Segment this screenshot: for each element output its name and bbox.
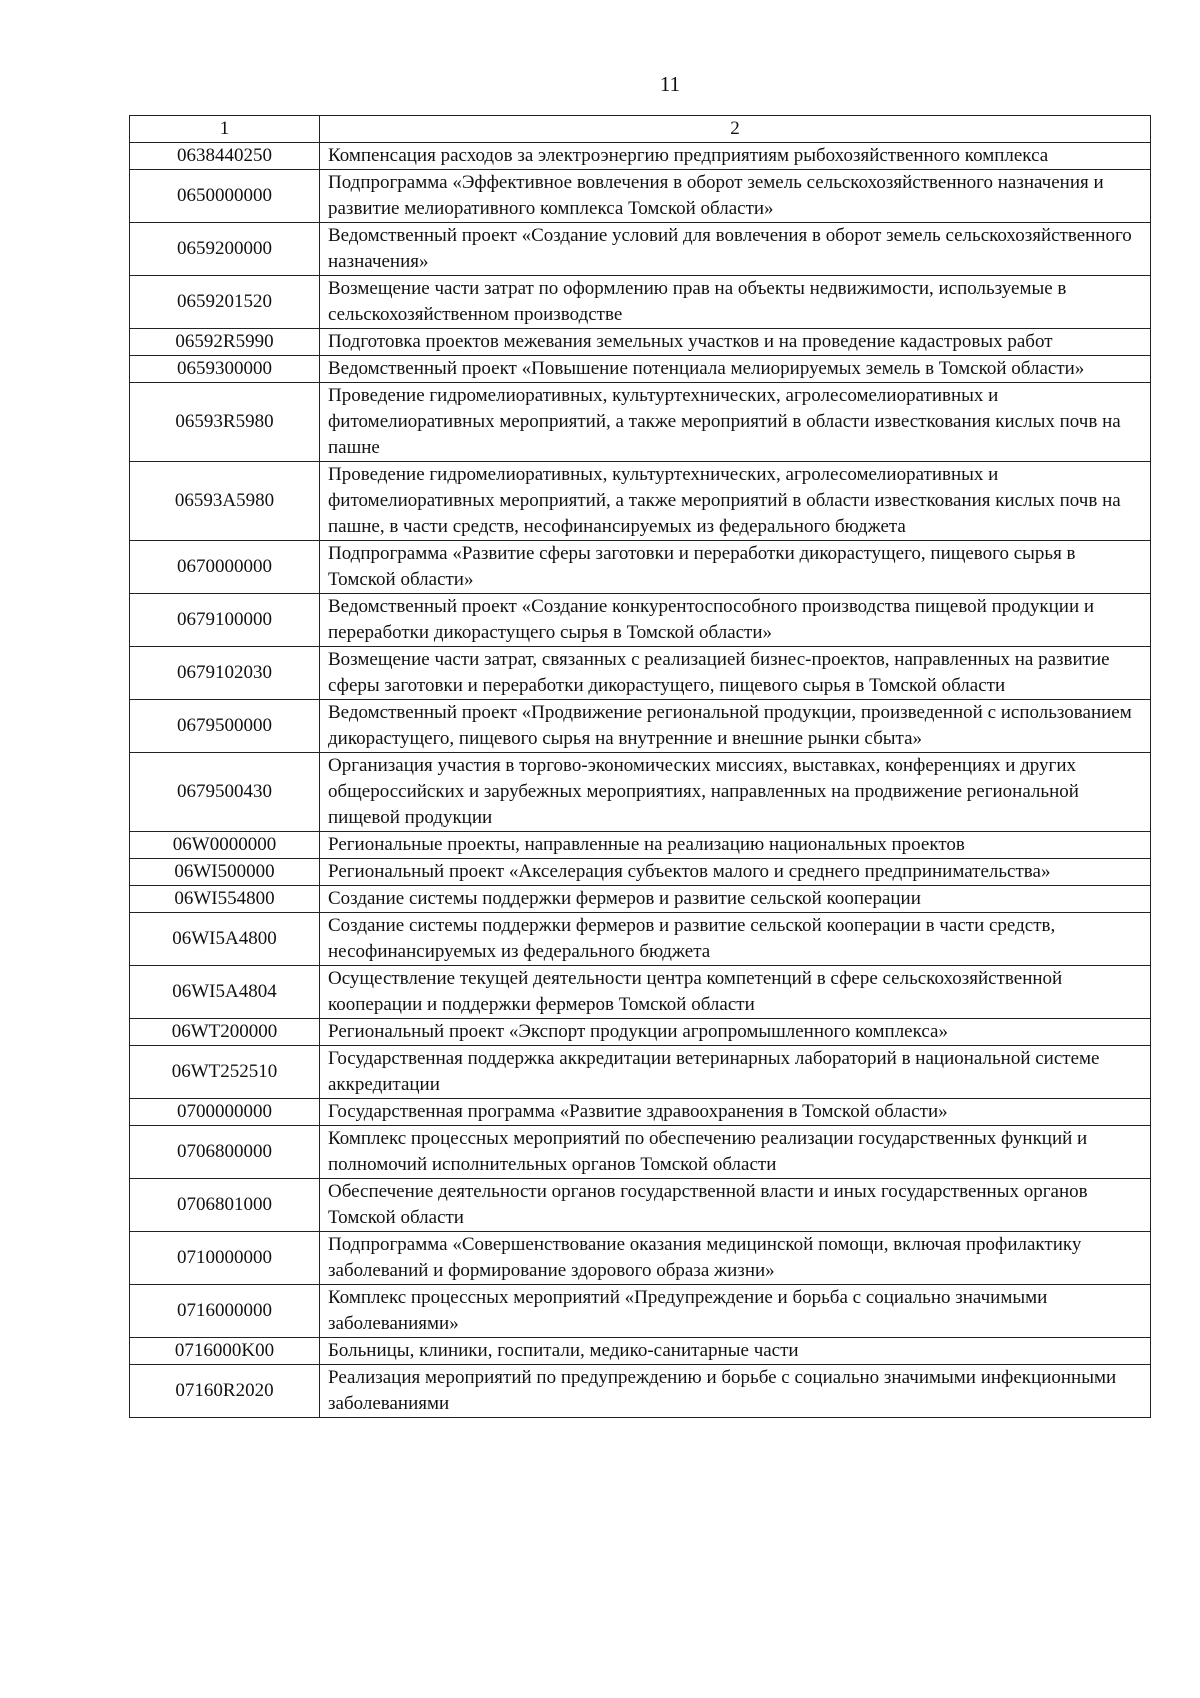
row-name: Подготовка проектов межевания земельных участков и на проведение кадастровых работ — [320, 329, 1151, 356]
row-code: 06WI500000 — [130, 859, 320, 886]
row-code: 0716000000 — [130, 1285, 320, 1338]
table-row — [130, 700, 1151, 753]
table-row — [130, 859, 1151, 886]
row-name: Создание системы поддержки фермеров и развитие сельской кооперации — [320, 886, 1151, 913]
row-name: Больницы, клиники, госпитали, медико-санитарные части — [320, 1338, 1151, 1365]
row-code: 0679100000 — [130, 594, 320, 647]
table-row — [130, 356, 1151, 383]
table-row — [130, 329, 1151, 356]
table-row — [130, 647, 1151, 700]
row-code: 0659300000 — [130, 356, 320, 383]
row-name: Возмещение части затрат по оформлению прав на объекты недвижимости, используемые в сельскохозяйственном производстве — [320, 276, 1151, 329]
row-name: Организация участия в торгово-экономических миссиях, выставках, конференциях и других общероссийских и зарубежных мероприятиях, направленных на продвижение региональной пищевой продукции — [320, 753, 1151, 832]
row-code: 06WI554800 — [130, 886, 320, 913]
table-row — [130, 832, 1151, 859]
row-code: 0638440250 — [130, 143, 320, 170]
row-code: 06593A5980 — [130, 462, 320, 541]
row-name: Ведомственный проект «Продвижение региональной продукции, произведенной с использованием дикорастущего, пищевого сырья на внутренние и внешние рынки сбыта» — [320, 700, 1151, 753]
table-row — [130, 170, 1151, 223]
row-name: Осуществление текущей деятельности центра компетенций в сфере сельскохозяйственной кооперации и поддержки фермеров Томской области — [320, 966, 1151, 1019]
row-code: 06WT252510 — [130, 1046, 320, 1099]
row-name: Региональный проект «Экспорт продукции агропромышленного комплекса» — [320, 1019, 1151, 1046]
table-row — [130, 886, 1151, 913]
table-row — [130, 541, 1151, 594]
table-body — [130, 143, 1151, 1418]
row-name: Ведомственный проект «Создание условий для вовлечения в оборот земель сельскохозяйственного назначения» — [320, 223, 1151, 276]
table-row — [130, 143, 1151, 170]
row-code: 06W0000000 — [130, 832, 320, 859]
row-code: 06593R5980 — [130, 383, 320, 462]
table-row — [130, 276, 1151, 329]
row-name: Ведомственный проект «Повышение потенциала мелиорируемых земель в Томской области» — [320, 356, 1151, 383]
row-name: Государственная поддержка аккредитации ветеринарных лабораторий в национальной системе аккредитации — [320, 1046, 1151, 1099]
row-code: 0706801000 — [130, 1179, 320, 1232]
row-name: Подпрограмма «Развитие сферы заготовки и переработки дикорастущего, пищевого сырья в Томской области» — [320, 541, 1151, 594]
table-row — [130, 1232, 1151, 1285]
row-name: Комплекс процессных мероприятий «Предупреждение и борьба с социально значимыми заболеваниями» — [320, 1285, 1151, 1338]
table-row — [130, 966, 1151, 1019]
table-row — [130, 1019, 1151, 1046]
row-code: 06WI5A4800 — [130, 913, 320, 966]
table-row — [130, 913, 1151, 966]
row-code: 0670000000 — [130, 541, 320, 594]
row-code: 0679500430 — [130, 753, 320, 832]
row-code: 0679500000 — [130, 700, 320, 753]
row-code: 06WT200000 — [130, 1019, 320, 1046]
row-code: 0659201520 — [130, 276, 320, 329]
row-name: Возмещение части затрат, связанных с реализацией бизнес-проектов, направленных на развитие сферы заготовки и переработки дикорастущего, пищевого сырья в Томской области — [320, 647, 1151, 700]
row-name: Комплекс процессных мероприятий по обеспечению реализации государственных функций и полномочий исполнительных органов Томской области — [320, 1126, 1151, 1179]
row-name: Ведомственный проект «Создание конкурентоспособного производства пищевой продукции и переработки дикорастущего сырья в Томской области» — [320, 594, 1151, 647]
table-row — [130, 462, 1151, 541]
table-row — [130, 1365, 1151, 1418]
row-code: 0716000K00 — [130, 1338, 320, 1365]
column-header-code: 1 — [130, 116, 320, 143]
row-name: Обеспечение деятельности органов государственной власти и иных государственных органов Томской области — [320, 1179, 1151, 1232]
header-row — [130, 116, 1151, 143]
row-name: Реализация мероприятий по предупреждению и борьбе с социально значимыми инфекционными заболеваниями — [320, 1365, 1151, 1418]
table-row — [130, 594, 1151, 647]
table-row — [130, 383, 1151, 462]
table-row — [130, 1099, 1151, 1126]
table-row — [130, 1179, 1151, 1232]
row-code: 06WI5A4804 — [130, 966, 320, 1019]
row-name: Подпрограмма «Эффективное вовлечения в оборот земель сельскохозяйственного назначения и развитие мелиоративного комплекса Томской области» — [320, 170, 1151, 223]
column-header-name: 2 — [320, 116, 1151, 143]
row-code: 0659200000 — [130, 223, 320, 276]
row-name: Подпрограмма «Совершенствование оказания медицинской помощи, включая профилактику заболеваний и формирование здорового образа жизни» — [320, 1232, 1151, 1285]
table-row — [130, 1338, 1151, 1365]
row-code: 0706800000 — [130, 1126, 320, 1179]
row-code: 0679102030 — [130, 647, 320, 700]
row-name: Региональный проект «Акселерация субъектов малого и среднего предпринимательства» — [320, 859, 1151, 886]
table-row — [130, 753, 1151, 832]
row-code: 07160R2020 — [130, 1365, 320, 1418]
table-row — [130, 223, 1151, 276]
row-code: 0710000000 — [130, 1232, 320, 1285]
row-name: Государственная программа «Развитие здравоохранения в Томской области» — [320, 1099, 1151, 1126]
row-code: 0650000000 — [130, 170, 320, 223]
budget-classification-table — [129, 115, 1151, 1418]
row-code: 0700000000 — [130, 1099, 320, 1126]
table-row — [130, 1285, 1151, 1338]
row-name: Создание системы поддержки фермеров и развитие сельской кооперации в части средств, несофинансируемых из федерального бюджета — [320, 913, 1151, 966]
row-name: Региональные проекты, направленные на реализацию национальных проектов — [320, 832, 1151, 859]
row-name: Проведение гидромелиоративных, культуртехнических, агролесомелиоративных и фитомелиоративных мероприятий, а также мероприятий в области известкования кислых почв на пашне — [320, 383, 1151, 462]
page-number: 11 — [659, 72, 681, 96]
row-name: Компенсация расходов за электроэнергию предприятиям рыбохозяйственного комплекса — [320, 143, 1151, 170]
table-row — [130, 1126, 1151, 1179]
row-code: 06592R5990 — [130, 329, 320, 356]
table-row — [130, 1046, 1151, 1099]
row-name: Проведение гидромелиоративных, культуртехнических, агролесомелиоративных и фитомелиоративных мероприятий, а также мероприятий в области известкования кислых почв на пашне, в части средств, несофинансируемых из федерального бюджета — [320, 462, 1151, 541]
